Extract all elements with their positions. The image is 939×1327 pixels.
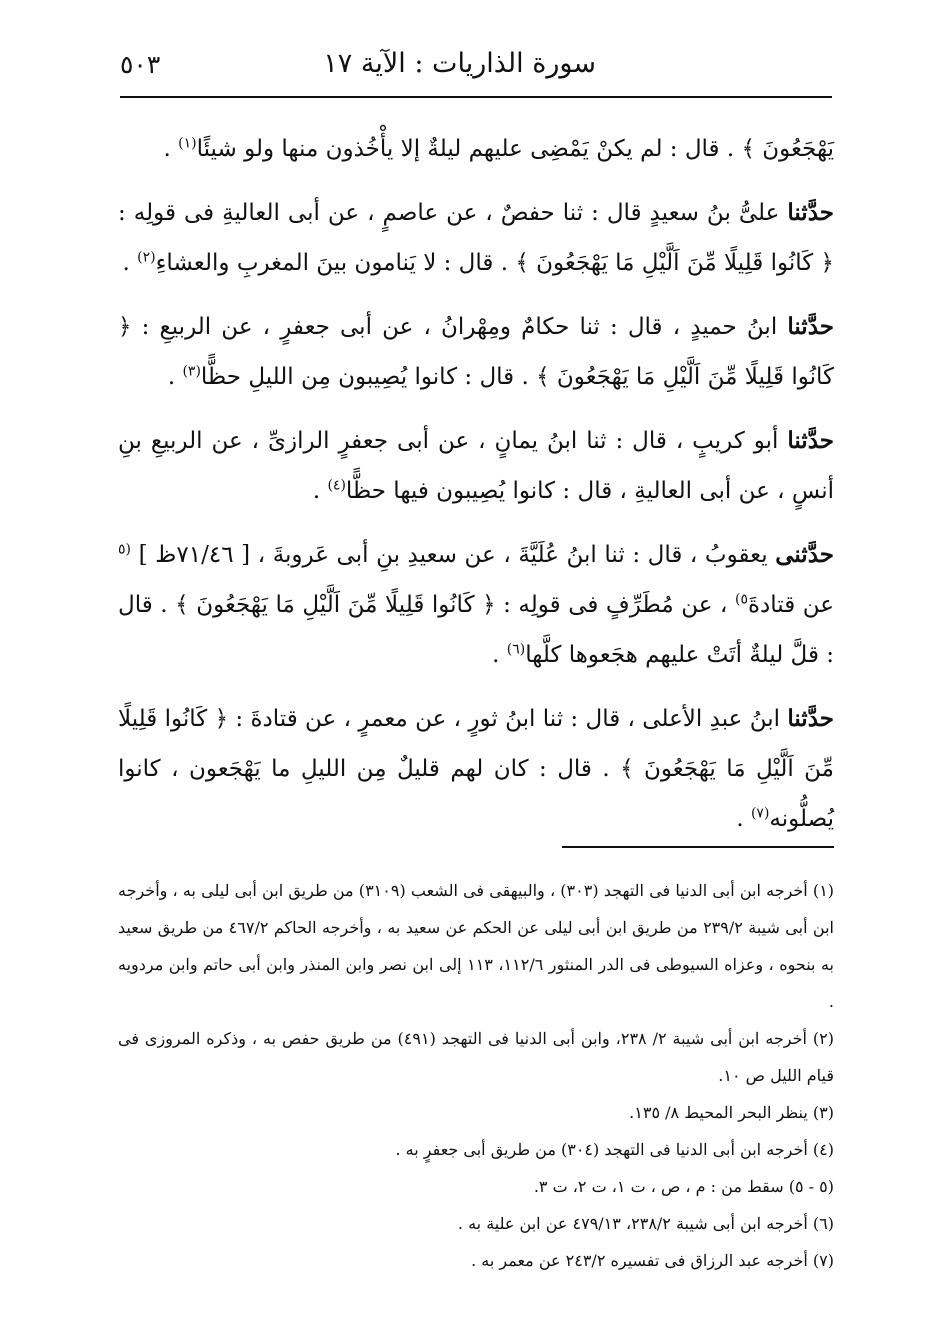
isnad-lead: حدَّثنى	[775, 541, 834, 568]
paragraph-text: يعقوبُ ، قال : ثنا ابنُ عُلَيَّةَ ، عن سعيدِ بنِ أبى عَروبةَ ، [ ٧١/٤٦ظ ]	[131, 542, 776, 568]
quran-quote: يَهْجَعُونَ ﴾	[741, 136, 834, 162]
paragraph-2	[118, 188, 834, 288]
isnad-lead: حدَّثنا	[787, 427, 834, 454]
paragraph-text-2: . قال : كان لهم قليلٌ مِن الليلِ ما يَهْجَعون ، كانوا يُصلُّونه	[118, 756, 834, 832]
footnote-6: (٦) أخرجه ابن أبى شيبة ٢٣٨/٢، ٤٧٩/١٣ عن ابن علية به .	[457, 1214, 834, 1233]
footnote-3: (٣) ينظر البحر المحيط ٨/ ١٣٥.	[629, 1103, 834, 1122]
paragraph-end: .	[167, 364, 183, 390]
paragraph-end: .	[163, 136, 179, 162]
footnote-1: (١) أخرجه ابن أبى الدنيا فى التهجد (٣٠٣) ، والبيهقى فى الشعب (٣١٠٩) من طريق ابن أبى ليلى به ، وأخرجه ابن أبى شيبة ٢٣٩/٢ من طريق ابن أبى ليلى عن الحكم عن سعيد به ، وأخرجه الحاكم ٤٦٧/٢ من طريق سعيد به بنحوه ، وعزاه السيوطى فى الدر المنثور ١١٢/٦، ١١٣ إلى ابن نصر وابن المنذر وابن أبى حاتم وابن مردويه .	[118, 881, 835, 1011]
footnote-marker[interactable]: (٧)	[750, 805, 770, 822]
footnote-marker[interactable]: (٦)	[506, 641, 526, 658]
paragraph-text-2: . قال : قلَّ ليلةٌ أتَتْ عليهم هجَعوها كلَّها	[118, 592, 834, 668]
quran-quote: ﴿ كَانُوا قَلِيلًا مِّنَ اَلَّيْلِ مَا يَهْجَعُونَ ﴾	[118, 314, 834, 390]
page-number: ٥٠٣	[120, 50, 161, 79]
paragraph-text: علىُّ بنُ سعيدٍ قال : ثنا حفصٌ ، عن عاصمٍ ، عن أبى العاليةِ فى قولِه :	[118, 200, 788, 226]
footnote-marker[interactable]: (٣)	[182, 363, 201, 380]
footnote-7: (٧) أخرجه عبد الرزاق فى تفسيره ٢٤٣/٢ عن معمر به .	[471, 1251, 834, 1270]
footnote-5: (٥ - ٥) سقط من : م ، ص ، ت ١، ت ٢، ت ٣.	[533, 1177, 834, 1196]
footnote-marker[interactable]: (١)	[178, 135, 197, 152]
main-text	[118, 124, 834, 858]
running-title: سورة الذاريات : الآية ١٧	[323, 48, 596, 79]
footnote-marker[interactable]: (٢)	[137, 249, 156, 266]
footnote-separator	[562, 846, 834, 848]
header-rule	[120, 96, 832, 98]
footnote-marker[interactable]: (٤)	[327, 477, 346, 494]
paragraph-3	[118, 302, 834, 402]
footnote-marker-close[interactable]: ٥)	[734, 591, 748, 608]
quran-quote: ﴿ كَانُوا قَلِيلًا مِّنَ اَلَّيْلِ مَا يَهْجَعُونَ ﴾	[175, 592, 496, 618]
paragraph-6	[118, 694, 834, 844]
page-header	[120, 48, 832, 92]
isnad-lead: حدَّثنا	[787, 705, 834, 732]
paragraph-text: ابنُ حميدٍ ، قال : ثنا حكامٌ ومِهْرانُ ، عن أبى جعفرٍ ، عن الربيعِ :	[131, 314, 788, 340]
footnote-marker-open[interactable]: (٥	[118, 541, 131, 558]
quran-quote: ﴿ كَانُوا قَلِيلًا مِّنَ اَلَّيْلِ مَا يَهْجَعُونَ ﴾	[118, 706, 834, 782]
paragraph-4	[118, 416, 834, 516]
paragraph-end: .	[312, 478, 328, 504]
paragraph-text-c: ، عن مُطَرِّفٍ فى قولِه :	[495, 592, 735, 618]
footnote-4: (٤) أخرجه ابن أبى الدنيا فى التهجد (٣٠٤) من طريق أبى جعفرٍ به .	[395, 1140, 834, 1159]
paragraph-text-b: عن قتادةَ	[747, 592, 835, 618]
paragraph-end: .	[122, 250, 138, 276]
footnotes	[118, 872, 834, 1279]
paragraph-text: أبو كريبٍ ، قال : ثنا ابنُ يمانٍ ، عن أبى جعفرٍ الرازىِّ ، عن الربيعِ بنِ أنسٍ ، عن أبى العاليةِ ، قال : كانوا يُصِيبون فيها حظًّا	[118, 428, 834, 504]
paragraph-text: . قال : لم يكنْ يَمْضِى عليهم ليلةٌ إلا يأْخُذون منها ولو شيئًا	[196, 136, 742, 162]
paragraph-1	[118, 124, 834, 174]
paragraph-text-2: . قال : كانوا يُصِيبون مِن الليلِ حظًّا	[200, 364, 537, 390]
paragraph-text-2: . قال : لا يَنامون بينَ المغربِ والعشاءِ	[155, 250, 516, 276]
isnad-lead: حدَّثنا	[787, 199, 834, 226]
paragraph-5	[118, 530, 834, 680]
paragraph-end: .	[492, 642, 507, 668]
paragraph-end: .	[736, 806, 751, 832]
isnad-lead: حدَّثنا	[787, 313, 834, 340]
quran-quote: ﴿ كَانُوا قَلِيلًا مِّنَ اَلَّيْلِ مَا يَهْجَعُونَ ﴾	[515, 250, 834, 276]
paragraph-text: ابنُ عبدِ الأعلى ، قال : ثنا ابنُ ثورٍ ، عن معمرٍ ، عن قتادةَ :	[228, 706, 788, 732]
footnote-2: (٢) أخرجه ابن أبى شيبة ٢/ ٢٣٨، وابن أبى الدنيا فى التهجد (٤٩١) من طريق حفص به ، وذكره المروزى فى قيام الليل ص ١٠.	[118, 1029, 834, 1085]
